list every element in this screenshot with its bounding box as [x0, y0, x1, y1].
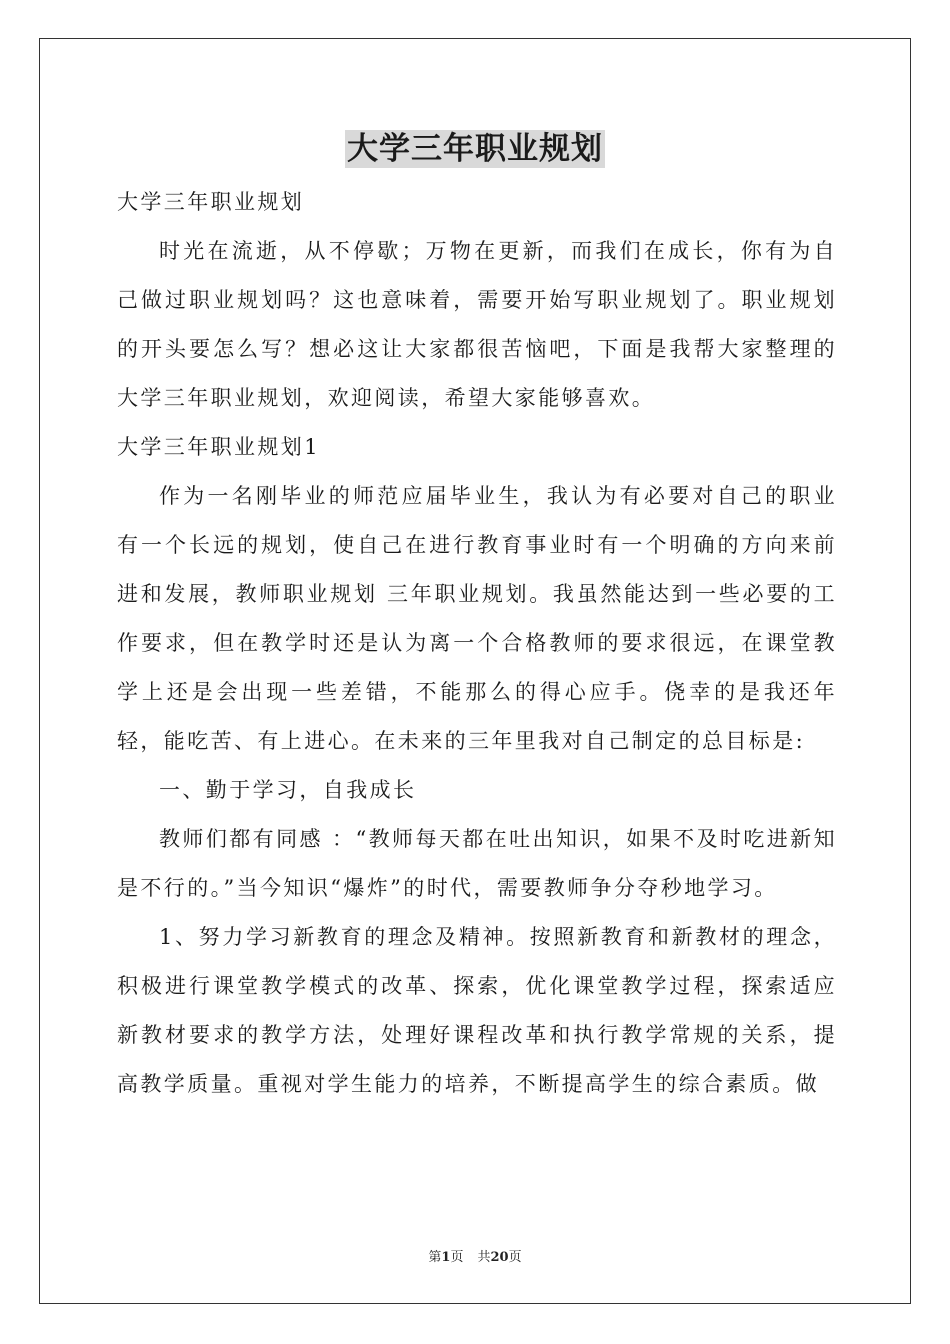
page-suffix: 页	[450, 1250, 464, 1265]
document-title: 大学三年职业规划	[347, 131, 603, 167]
goal-heading: 一、勤于学习，自我成长	[159, 778, 417, 802]
current-page-number: 1	[441, 1250, 451, 1265]
body-paragraph: 教师们都有同感 ：“教师每天都在吐出知识，如果不及时吃进新知是不行的。”当今知识“爆炸”的时代，需要教师争分夺秒地学习。	[117, 827, 837, 900]
intro-paragraph: 时光在流逝，从不停歇；万物在更新，而我们在成长，你有为自己做过职业规划吗？这也意味着，需要开始写职业规划了。职业规划的开头要怎么写？想必这让大家都很苦恼吧，下面是我帮大家整理的大学三年职业规划，欢迎阅读，希望大家能够喜欢。	[117, 239, 837, 410]
document-body	[117, 178, 837, 1109]
section-heading: 大学三年职业规划1	[117, 435, 320, 459]
subtitle-paragraph: 大学三年职业规划	[117, 190, 305, 214]
total-prefix: 共	[477, 1250, 491, 1265]
body-paragraph: 作为一名刚毕业的师范应届毕业生，我认为有必要对自己的职业有一个长远的规划，使自己在进行教育事业时有一个明确的方向来前进和发展，教师职业规划 三年职业规划。我虽然能达到一些必要的工作要求，但在教学时还是认为离一个合格教师的要求很远，在课堂教学上还是会出现一些差错，不能那么的得心应手。侥幸的是我还年轻，能吃苦、有上进心。在未来的三年里我对自己制定的总目标是:	[117, 484, 837, 753]
title-container	[0, 130, 950, 168]
page-footer	[0, 1246, 950, 1265]
page-prefix: 第	[428, 1250, 442, 1265]
total-suffix: 页	[508, 1250, 522, 1265]
total-page-count: 20	[490, 1250, 509, 1265]
body-paragraph: 1、努力学习新教育的理念及精神。按照新教育和新教材的理念，积极进行课堂教学模式的改革、探索，优化课堂教学过程，探索适应新教材要求的教学方法，处理好课程改革和执行教学常规的关系，提高教学质量。重视对学生能力的培养，不断提高学生的综合素质。做	[117, 925, 837, 1096]
